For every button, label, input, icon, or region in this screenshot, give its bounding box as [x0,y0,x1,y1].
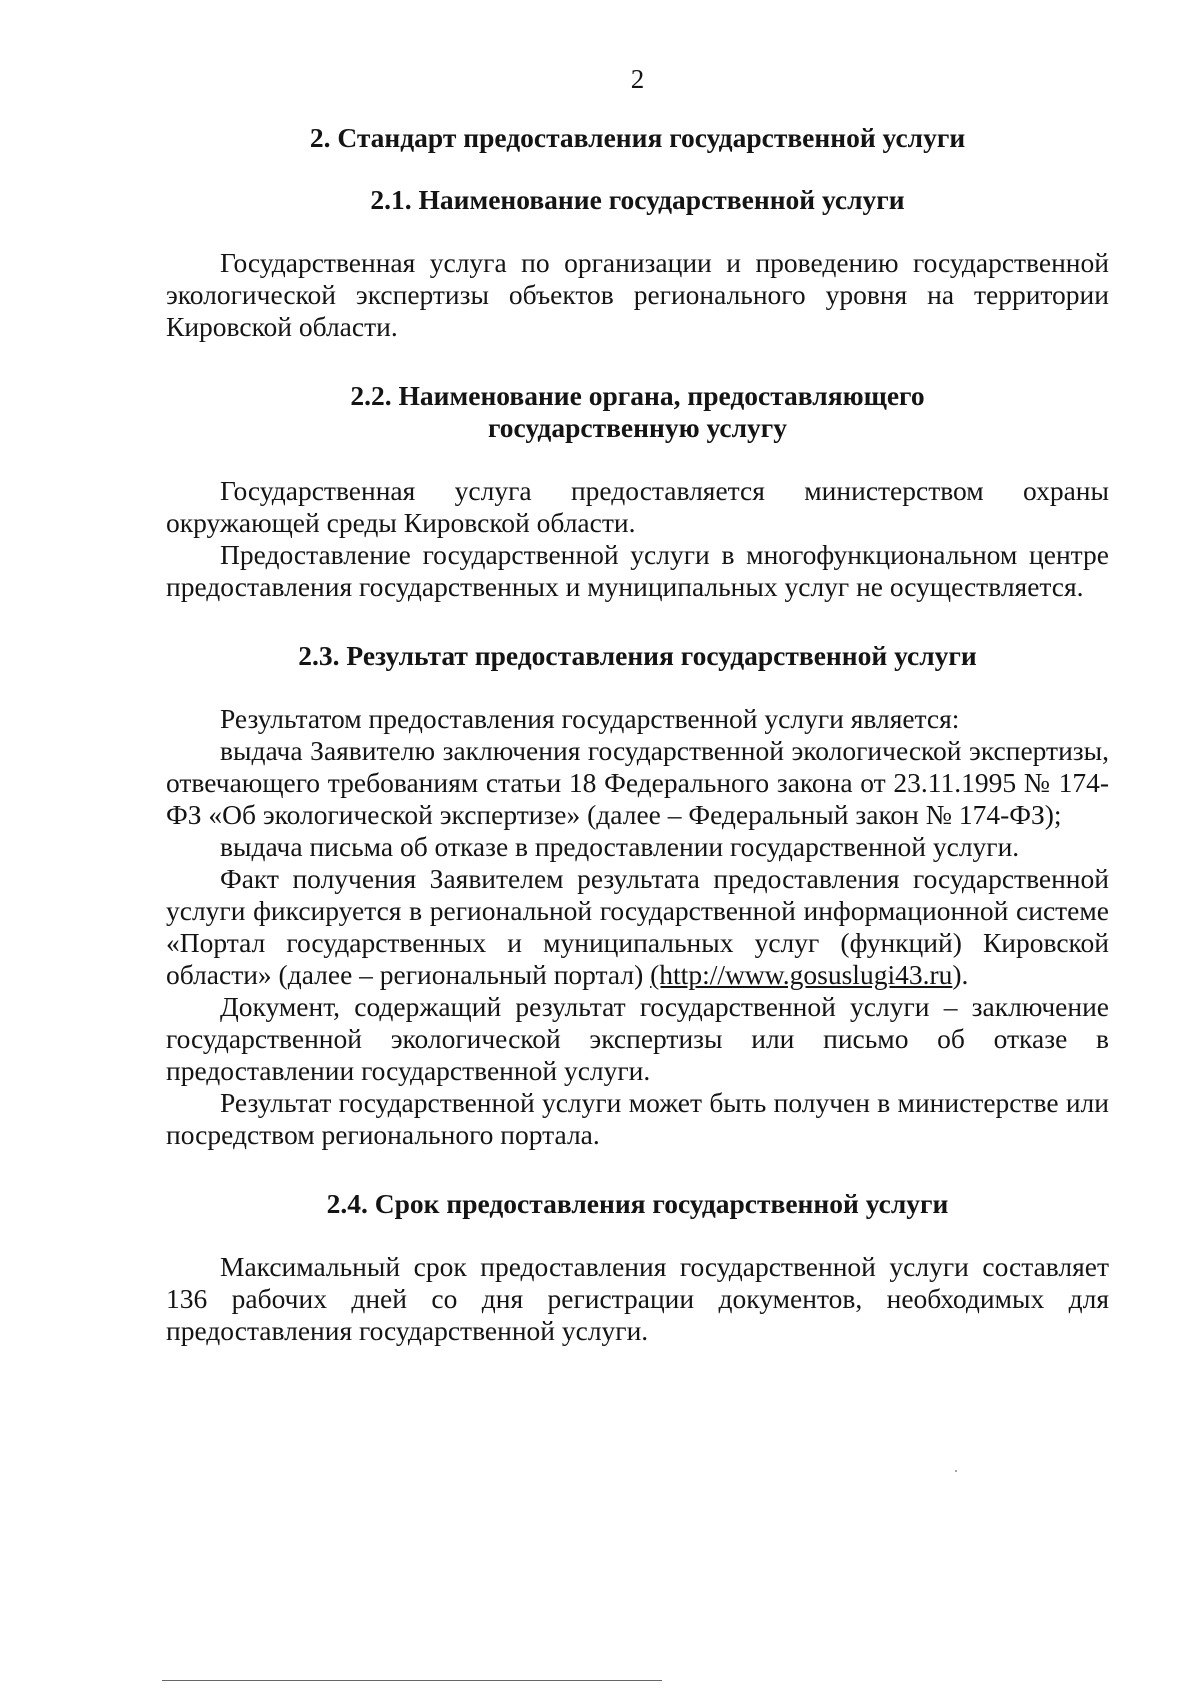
section-2-3-paragraph-6: Результат государственной услуги может быть получен в министерстве или посредством регионального портала. [166,1087,1109,1150]
section-2-2-heading [166,380,1109,444]
section-2-3-paragraph-4-text: Факт получения Заявителем результата предоставления государственной услуги фиксируется в региональной государственной информационной системе «Портал государственных и муниципальных услуг (функций) Кировской области» (далее – региональный портал) [166,863,1109,990]
section-2-3-paragraph-3: выдача письма об отказе в предоставлении государственной услуги. [220,831,1020,862]
regional-portal-link[interactable]: (http://www.gosuslugi43.ru [650,959,953,990]
section-2-2-heading-line-1: 2.2. Наименование органа, предоставляющего [350,380,925,411]
section-2-3-paragraph-5: Документ, содержащий результат государственной услуги – заключение государственной экологической экспертизы или письмо об отказе в предоставлении государственной услуги. [166,991,1109,1086]
section-2-3-heading: 2.3. Результат предоставления государственной услуги [298,640,977,671]
section-2-3-paragraph-4-end: ). [952,959,969,990]
section-2-4-paragraph-1: Максимальный срок предоставления государственной услуги составляет 136 рабочих дней со дня регистрации документов, необходимых для предоставления государственной услуги. [166,1251,1109,1346]
section-2-1-heading: 2.1. Наименование государственной услуги [370,184,905,215]
document-body [166,122,1109,1347]
section-2-2-paragraph-1: Государственная услуга предоставляется министерством охраны окружающей среды Кировской области. [166,475,1109,538]
scan-speck [955,1470,957,1472]
section-2-2-paragraph-2: Предоставление государственной услуги в многофункциональном центре предоставления государственных и муниципальных услуг не осуществляется. [166,539,1109,602]
footer-rule [162,1680,662,1681]
section-2-4-heading: 2.4. Срок предоставления государственной услуги [326,1188,949,1219]
section-2-3-paragraph-1: Результатом предоставления государственной услуги является: [220,703,960,734]
page-number: 2 [630,64,645,94]
section-2-3-paragraph-2: выдача Заявителю заключения государственной экологической экспертизы, отвечающего требованиям статьи 18 Федерального закона от 23.11.1995 № 174-ФЗ «Об экологической экспертизе» (далее – Федеральный закон № 174-ФЗ); [166,735,1109,830]
section-2-1-paragraph-1: Государственная услуга по организации и проведению государственной экологической экспертизы объектов регионального уровня на территории Кировской области. [166,247,1109,342]
section-2-3-paragraph-4 [166,863,1109,991]
section-2-heading: 2. Стандарт предоставления государственной услуги [309,122,966,153]
section-2-2-heading-line-2: государственную услугу [488,412,787,443]
